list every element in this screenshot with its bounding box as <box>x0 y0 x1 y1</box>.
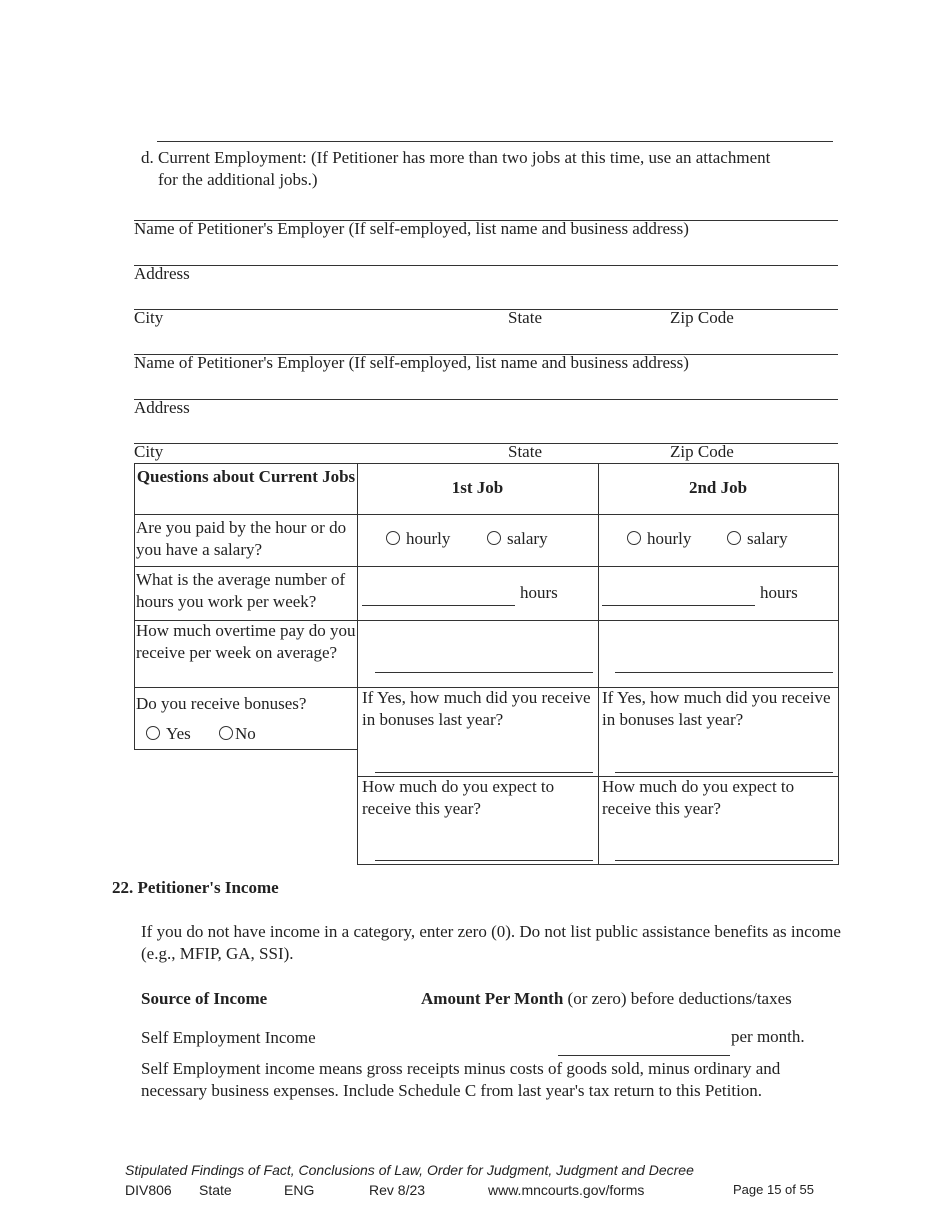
table-rule <box>134 514 839 515</box>
top-rule <box>157 141 833 142</box>
question-overtime: How much overtime pay do you receive per week on average? <box>136 621 356 662</box>
job2-overtime-field[interactable] <box>615 672 833 673</box>
footer-jurisdiction: State <box>199 1182 232 1198</box>
employer1-address-line[interactable] <box>134 265 838 266</box>
table-rule <box>134 463 839 464</box>
job2-salary-radio[interactable]: salary <box>727 528 788 550</box>
table-rule <box>838 463 839 864</box>
footer-title: Stipulated Findings of Fact, Conclusions of Law, Order for Judgment, Judgment and Decree <box>125 1162 694 1178</box>
job2-bonus-last-year-field[interactable] <box>615 772 833 773</box>
header-questions: Questions about Current Jobs <box>136 467 356 486</box>
employer2-zip-label: Zip Code <box>670 442 734 461</box>
job1-hours-unit: hours <box>520 583 558 602</box>
header-job2: 2nd Job <box>688 478 748 497</box>
header-job1: 1st Job <box>451 478 504 497</box>
job2-hours-field[interactable] <box>602 605 755 606</box>
job2-hours-unit: hours <box>760 583 798 602</box>
employer1-city-label: City <box>134 308 164 327</box>
table-rule <box>134 566 839 567</box>
employer1-state-label: State <box>508 308 542 327</box>
employer2-state-label: State <box>508 442 542 461</box>
self-employment-label: Self Employment Income <box>141 1028 316 1047</box>
footer-form-id: DIV806 <box>125 1182 172 1198</box>
employer1-name-label: Name of Petitioner's Employer (If self-employed, list name and business address) <box>134 219 689 238</box>
job1-salary-radio[interactable]: salary <box>487 528 548 550</box>
self-employment-per-month: per month. <box>731 1027 805 1046</box>
question-pay-type: Are you paid by the hour or do you have a salary? <box>136 518 347 559</box>
table-rule <box>357 463 358 864</box>
self-employment-amount-field[interactable] <box>558 1055 730 1056</box>
job1-hours-field[interactable] <box>362 605 515 606</box>
employer2-name-label: Name of Petitioner's Employer (If self-employed, list name and business address) <box>134 353 689 372</box>
job2-bonus-last-year-label: If Yes, how much did you receive in bonuses last year? <box>602 688 831 729</box>
bonus-yes-radio[interactable]: Yes <box>146 723 191 745</box>
table-rule <box>357 864 839 865</box>
employment-intro: d. Current Employment: (If Petitioner has more than two jobs at this time, use an attachment <box>141 148 771 167</box>
income-instructions: If you do not have income in a category, enter zero (0). Do not list public assistance benefits as income (e.g., MFIP, GA, SSI). <box>141 922 841 963</box>
footer-language: ENG <box>284 1182 315 1198</box>
radio-circle-icon <box>219 726 233 740</box>
radio-circle-icon <box>627 531 641 545</box>
question-hours: What is the average number of hours you work per week? <box>136 570 346 611</box>
employer2-city-label: City <box>134 442 164 461</box>
self-employment-note: Self Employment income means gross receipts minus costs of goods sold, minus ordinary and necessary business expenses. Include Schedule C from last year's tax return to this Petition. <box>141 1059 781 1100</box>
footer-page-number: Page 15 of 55 <box>733 1182 814 1197</box>
radio-circle-icon <box>727 531 741 545</box>
income-heading: 22. Petitioner's Income <box>112 878 279 897</box>
bonus-no-radio[interactable]: No <box>219 723 256 745</box>
radio-circle-icon <box>146 726 160 740</box>
income-source-header: Source of Income <box>141 989 268 1008</box>
job1-bonus-this-year-field[interactable] <box>375 860 593 861</box>
employment-intro-cont: for the additional jobs.) <box>158 170 318 189</box>
employer1-zip-label: Zip Code <box>670 308 734 327</box>
table-rule <box>134 463 135 749</box>
job2-bonus-this-year-field[interactable] <box>615 860 833 861</box>
employer2-address-line[interactable] <box>134 399 838 400</box>
job1-bonus-last-year-field[interactable] <box>375 772 593 773</box>
employer1-address-label: Address <box>134 264 190 283</box>
income-amount-header: Amount Per Month (or zero) before deductions/taxes <box>421 989 792 1008</box>
footer-url[interactable]: www.mncourts.gov/forms <box>488 1182 645 1198</box>
question-bonus: Do you receive bonuses? <box>136 694 307 713</box>
job2-bonus-this-year-label: How much do you expect to receive this year? <box>602 777 795 818</box>
job1-bonus-last-year-label: If Yes, how much did you receive in bonuses last year? <box>362 688 591 729</box>
job1-overtime-field[interactable] <box>375 672 593 673</box>
table-rule <box>598 463 599 864</box>
footer-revision: Rev 8/23 <box>369 1182 426 1198</box>
employer2-address-label: Address <box>134 398 190 417</box>
radio-circle-icon <box>386 531 400 545</box>
job1-bonus-this-year-label: How much do you expect to receive this year? <box>362 777 555 818</box>
job2-hourly-radio[interactable]: hourly <box>627 528 691 550</box>
table-rule <box>134 749 358 750</box>
job1-hourly-radio[interactable]: hourly <box>386 528 450 550</box>
radio-circle-icon <box>487 531 501 545</box>
